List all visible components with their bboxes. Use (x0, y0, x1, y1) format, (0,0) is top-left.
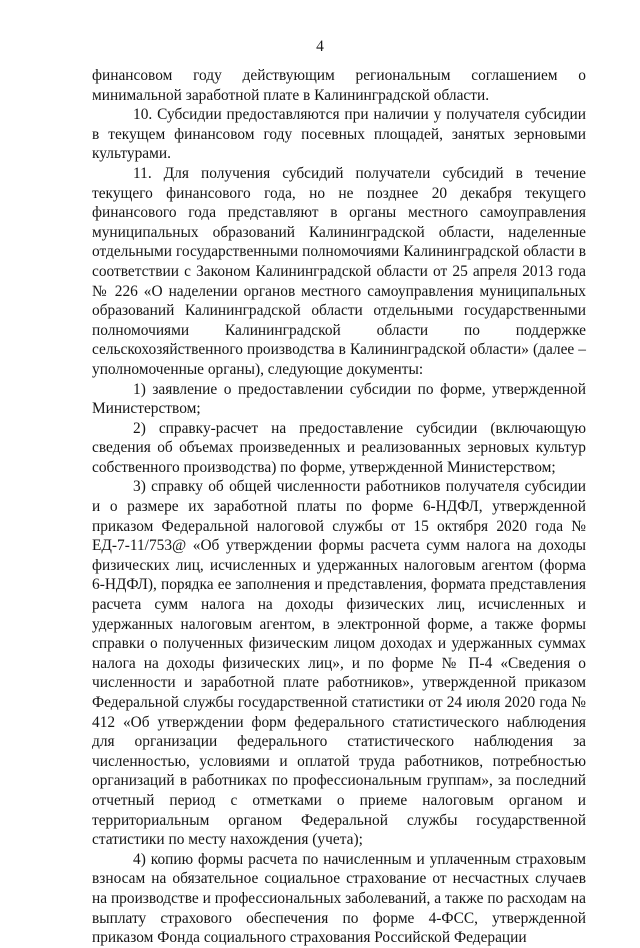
list-item-2: 2) справку-расчет на предоставление субсидии (включающую сведения об объемах произведенных и реализованных зерновых культур собственного производства) по форме, утвержденной Министерством; (92, 419, 586, 476)
paragraph-continuation: финансовом году действующим региональным соглашением о минимальной заработной плате в Калининградской области. (92, 67, 586, 104)
list-item-3: 3) справку об общей численности работников получателя субсидии и о размере их заработной платы по форме 6-НДФЛ, утвержденной приказом Федеральной налоговой службы от 15 октября 2020 года № ЕД-7-11/753@ «Об утверждении формы расчета сумм налога на доходы физических лиц, исчисленных и удержанных налоговым агентом (форма 6-НДФЛ), порядка ее заполнения и представления, формата представления расчета сумм налога на доходы физических лиц, исчисленных и удержанных налоговым агентом, в электронной форме, а также формы справки о полученных физическим лицом доходах и удержанных суммах налога на доходы физических лиц», и по форме № П-4 «Сведения о численности и заработной плате работников», утвержденной приказом Федеральной службы государственной статистики от 24 июля 2020 года № 412 «Об утверждении форм федерального статистического наблюдения для организации федерального статистического наблюдения за численностью, условиями и оплатой труда работников, потребностью организаций в работниках по профессиональным группам», за последний отчетный период с отметками о приеме налоговым органом и территориальным органом Федеральной службы государственной статистики по месту нахождения (учета); (92, 478, 586, 849)
list-item-4: 4) копию формы расчета по начисленным и уплаченным страховым взносам на обязательное социальное страхование от несчастных случаев на производстве и профессиональных заболеваний, а также по расходам на выплату страхового обеспечения по форме 4-ФСС, утвержденной приказом Фонда социального страхования Российской Федерации (92, 850, 586, 947)
page-number: 4 (316, 38, 324, 55)
paragraph-item-10: 10. Субсидии предоставляются при наличии у получателя субсидии в текущем финансовом году посевных площадей, занятых зерновыми культурами. (92, 106, 586, 163)
paragraph-item-11: 11. Для получения субсидий получатели субсидий в течение текущего финансового года, но не позднее 20 декабря текущего финансового года представляют в органы местного самоуправления муниципальных образований Калининградской области, наделенные отдельными государственными полномочиями Калининградской области в соответствии с Законом Калининградской области от 25 апреля 2013 года № 226 «О наделении органов местного самоуправления муниципальных образований Калининградской области отдельными государственными полномочиями Калининградской области по поддержке сельскохозяйственного производства в Калининградской области» (далее – уполномоченные органы), следующие документы: (92, 164, 586, 378)
list-item-1: 1) заявление о предоставлении субсидии по форме, утвержденной Министерством; (92, 380, 586, 418)
document-body (92, 66, 586, 948)
